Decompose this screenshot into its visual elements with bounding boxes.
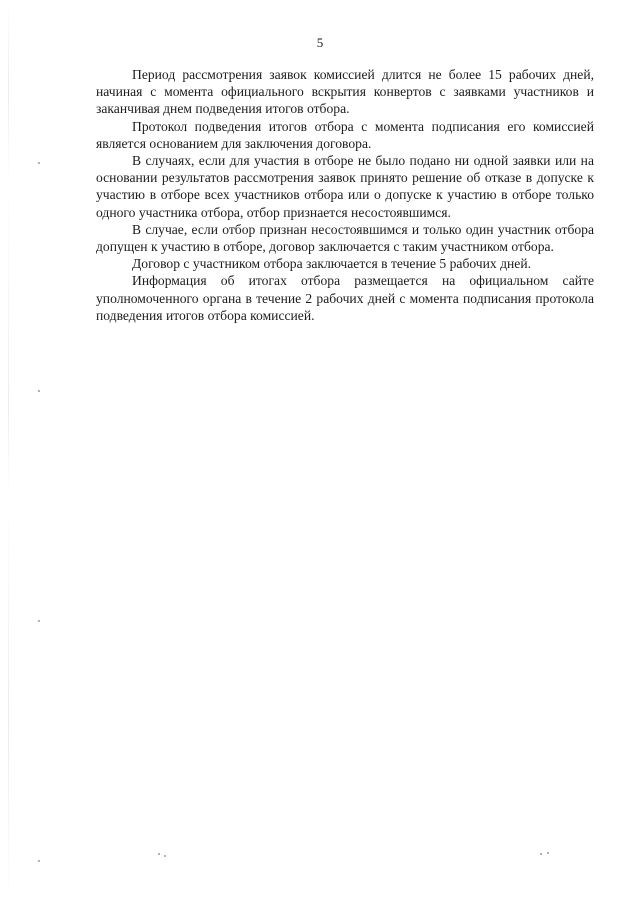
paragraph-contract-term: Договор с участником отбора заключается в течение 5 рабочих дней.	[132, 256, 532, 272]
paragraph-protocol: Протокол подведения итогов отбора с момента подписания его комиссией является основанием для заключения договора.	[96, 118, 594, 151]
paragraph-single-participant: В случае, если отбор признан несостоявшимся и только один участник отбора допущен к участию в отборе, договор заключается с таким участником отбора.	[96, 221, 594, 255]
scan-speck	[540, 853, 542, 855]
scan-speck	[38, 390, 40, 392]
page-number: 5	[316, 35, 324, 50]
paragraph-review-period: Период рассмотрения заявок комиссией длится не более 15 рабочих дней, начиная с момента официального вскрытия конвертов с заявками участников и заканчивая днем подведения итогов отбора.	[96, 67, 594, 117]
scan-speck	[547, 852, 549, 854]
paragraph-results-publication: Информация об итогах отбора размещается на официальном сайте уполномоченного органа в течение 2 рабочих дней с момента подписания протокола подведения итогов отбора комиссией.	[96, 273, 594, 323]
scan-speck	[164, 855, 166, 857]
scan-speck	[158, 853, 160, 855]
document-body	[96, 66, 594, 324]
paragraph-no-applications: В случаях, если для участия в отборе не было подано ни одной заявки или на основании результатов рассмотрения заявок принято решение об отказе в допуске к участию в отборе всех участников отбора или о допуске к участию в отборе только одного участника отбора, отбор признается несостоявшимся.	[96, 153, 594, 220]
scan-edge-shadow	[8, 0, 9, 905]
scan-speck	[38, 620, 40, 622]
scan-speck	[38, 860, 40, 862]
scan-speck	[38, 162, 40, 164]
